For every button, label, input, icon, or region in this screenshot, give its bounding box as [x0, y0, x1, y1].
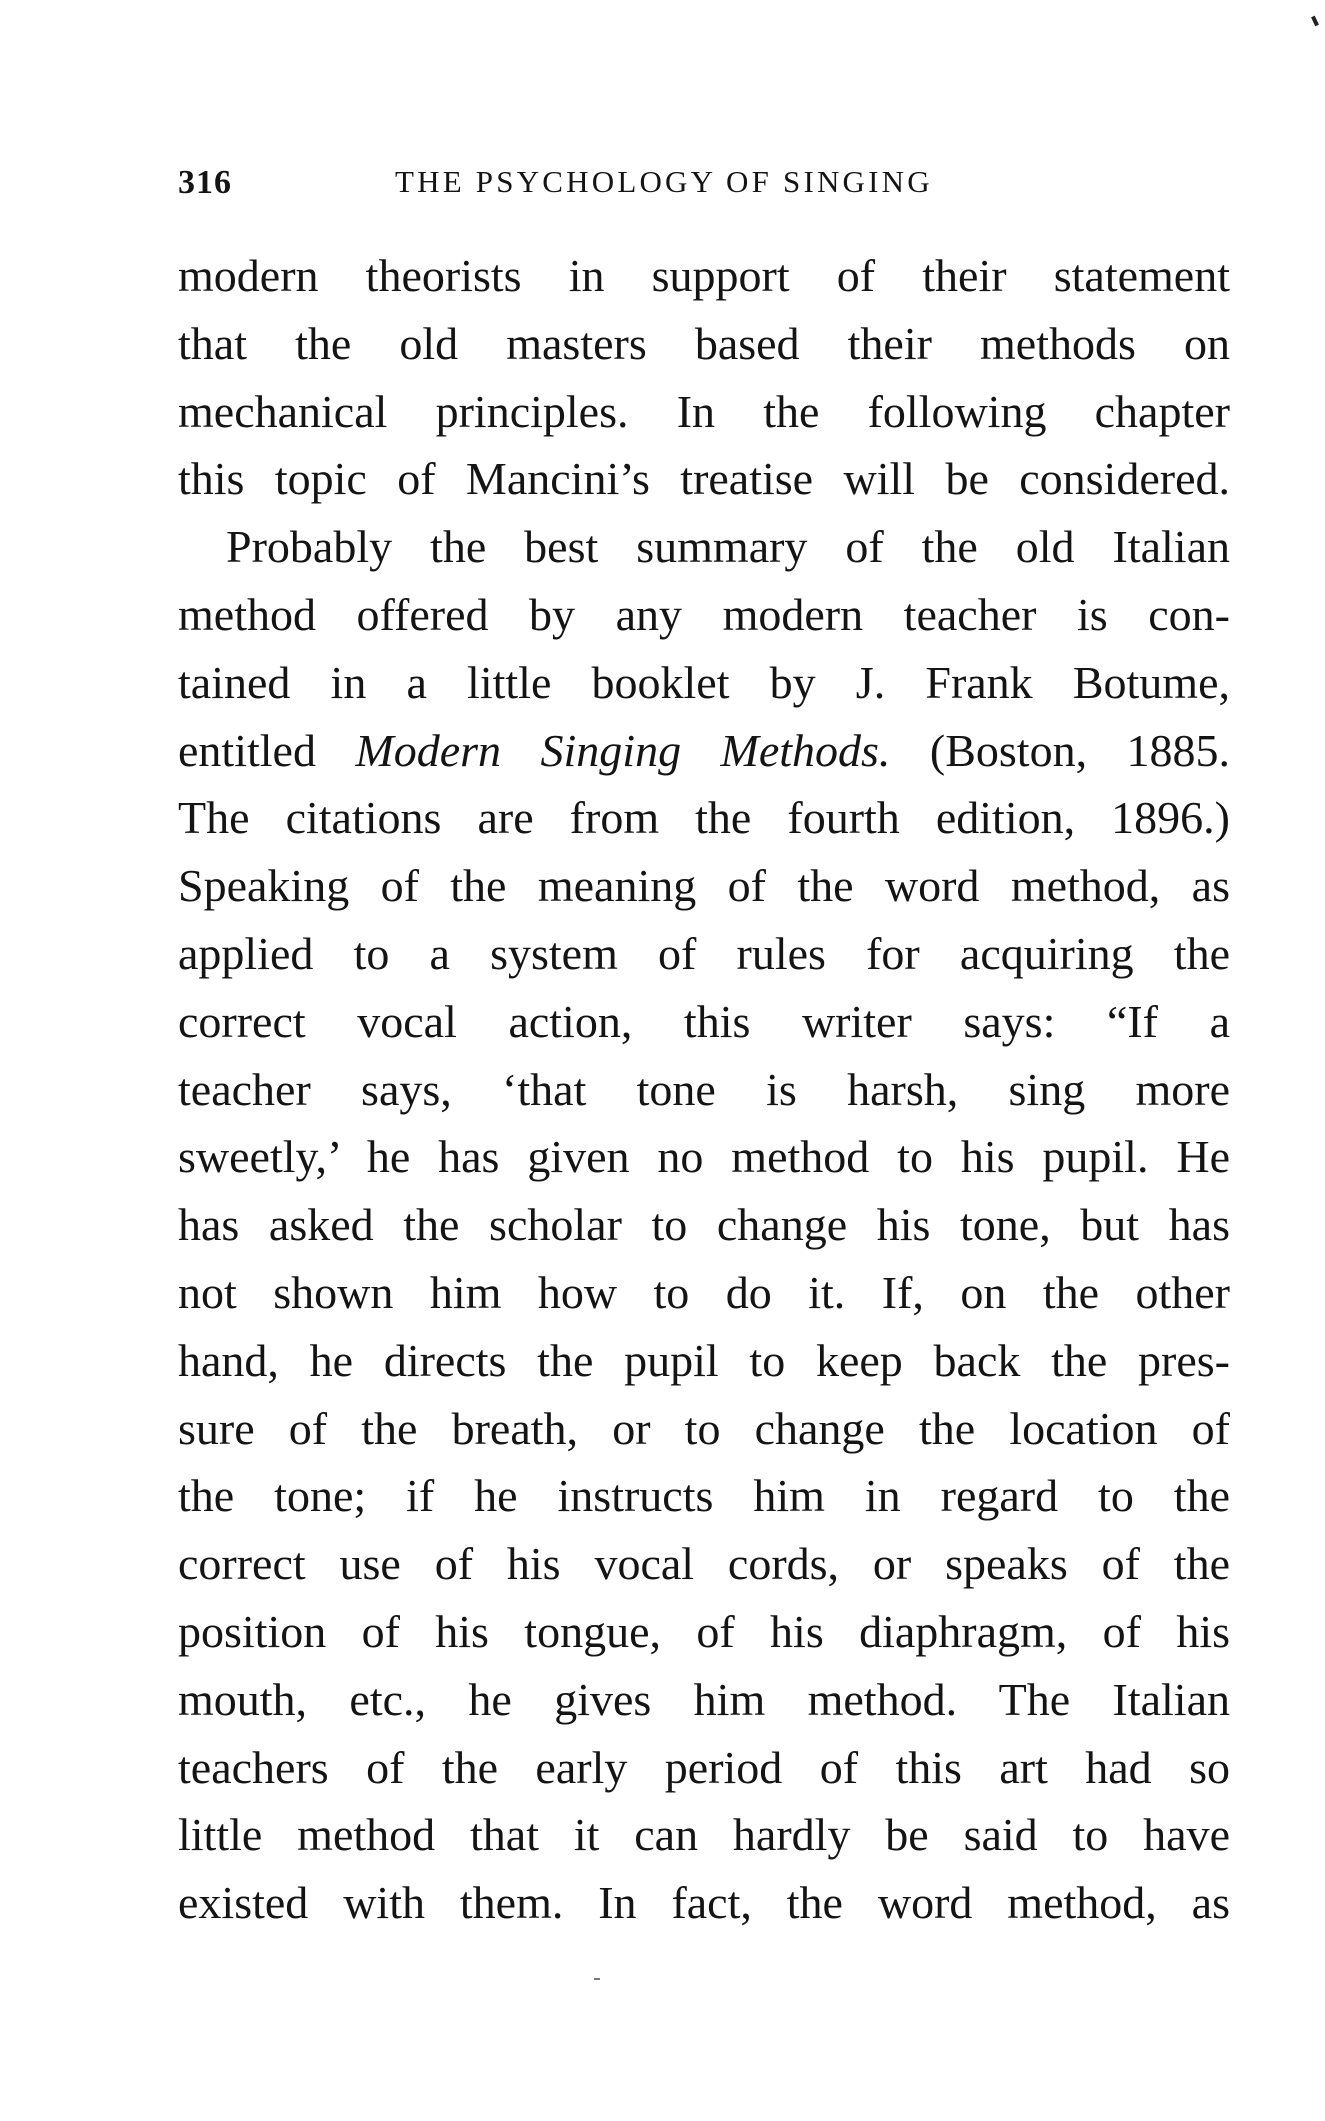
text-line: teachers of the early period of this art had so	[178, 1741, 1230, 1793]
page-number: 316	[178, 164, 232, 201]
text-line: the tone; if he instructs him in regard to the	[178, 1470, 1230, 1522]
body-text	[178, 242, 1230, 1937]
book-title: Modern Singing Methods.	[355, 724, 891, 776]
scan-mark	[1311, 16, 1319, 27]
text-line: applied to a system of rules for acquiring the	[178, 927, 1230, 979]
text-line: sure of the breath, or to change the location of	[178, 1402, 1230, 1454]
text-line: tained in a little booklet by J. Frank Botume,	[178, 656, 1230, 708]
text-line: mechanical principles. In the following chapter	[178, 385, 1230, 437]
text-line: sweetly,’ he has given no method to his pupil. He	[178, 1131, 1230, 1183]
text-line: teacher says, ‘that tone is harsh, sing more	[178, 1063, 1230, 1115]
text-line: method offered by any modern teacher is con-	[178, 588, 1230, 640]
text-line: position of his tongue, of his diaphragm, of his	[178, 1605, 1230, 1657]
text-line: hand, he directs the pupil to keep back the pres-	[178, 1334, 1230, 1386]
scan-mark	[594, 1978, 600, 1980]
text-line: has asked the scholar to change his tone, but has	[178, 1199, 1230, 1251]
text-segment: entitled	[178, 724, 316, 776]
text-line: mouth, etc., he gives him method. The Italian	[178, 1673, 1230, 1725]
text-line: modern theorists in support of their statement	[178, 250, 1230, 301]
text-line-with-title	[178, 717, 1230, 785]
running-head: THE PSYCHOLOGY OF SINGING	[395, 164, 933, 199]
text-line: existed with them. In fact, the word method, as	[178, 1877, 1230, 1929]
text-line: Speaking of the meaning of the word method, as	[178, 860, 1230, 912]
page-header	[178, 160, 1238, 204]
text-line: this topic of Mancini’s treatise will be considered.	[178, 453, 1230, 505]
text-line: Probably the best summary of the old Italian	[226, 521, 1230, 573]
text-line: correct use of his vocal cords, or speaks of the	[178, 1538, 1230, 1590]
text-line: little method that it can hardly be said to have	[178, 1809, 1230, 1861]
text-line: correct vocal action, this writer says: “If a	[178, 995, 1230, 1047]
text-line: The citations are from the fourth edition, 1896.)	[178, 792, 1230, 844]
text-line: that the old masters based their methods on	[178, 317, 1230, 369]
text-line: not shown him how to do it. If, on the other	[178, 1266, 1230, 1318]
text-segment: (Boston, 1885.	[929, 724, 1230, 776]
